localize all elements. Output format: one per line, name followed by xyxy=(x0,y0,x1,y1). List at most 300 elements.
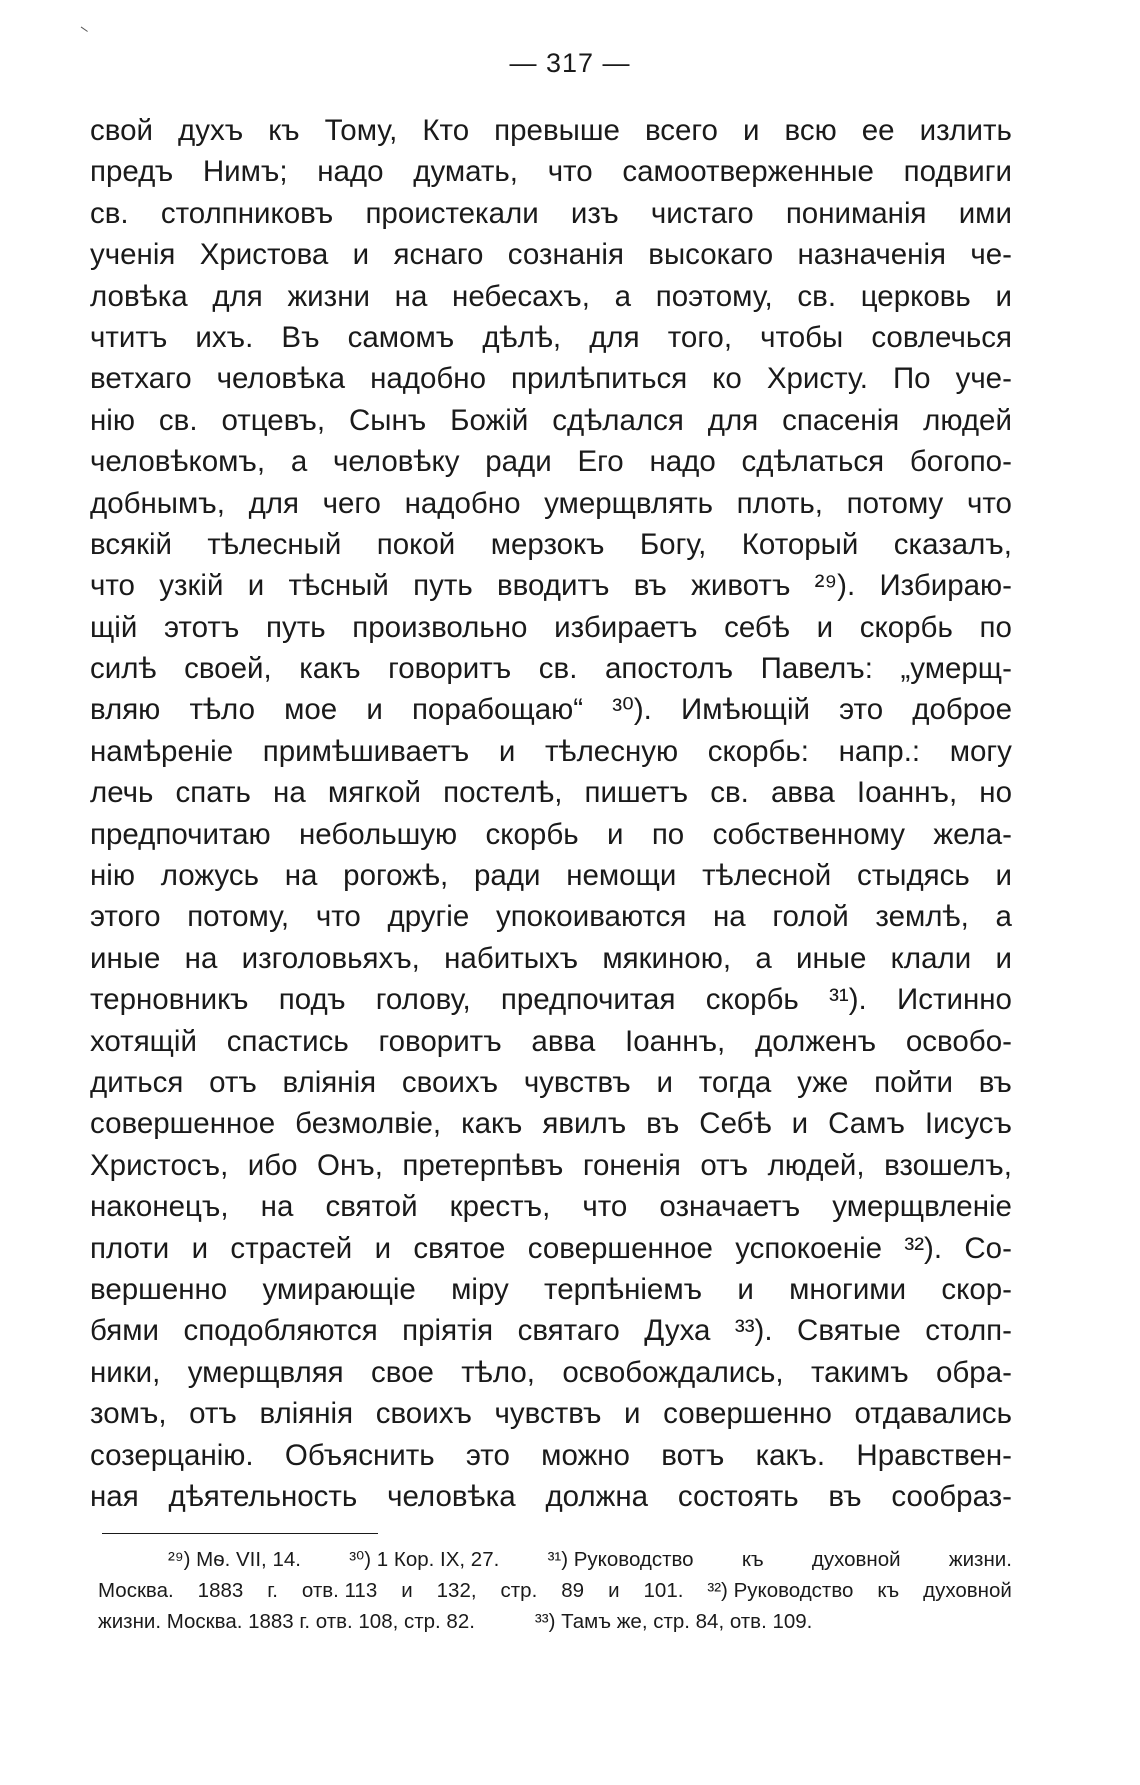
text-line xyxy=(90,1310,1012,1351)
word: какъ. xyxy=(755,1438,826,1472)
word: это xyxy=(465,1438,510,1472)
text-line xyxy=(90,276,1012,317)
word: сообраз- xyxy=(891,1479,1012,1513)
word: на xyxy=(394,279,428,313)
word: узкій xyxy=(159,569,224,603)
word: ²⁹). xyxy=(814,569,856,603)
word: апостолъ xyxy=(604,652,734,686)
word: сподобляются xyxy=(183,1314,378,1348)
word: отцевъ, xyxy=(221,403,326,437)
word: Іисусъ xyxy=(924,1107,1012,1141)
word: стыдясь xyxy=(856,859,970,893)
word: отъ xyxy=(700,1148,749,1182)
text-line xyxy=(90,565,1012,606)
footnote-divider xyxy=(102,1533,378,1534)
word: такимъ xyxy=(810,1355,909,1389)
word: чувствъ xyxy=(523,1065,631,1099)
word: что xyxy=(90,569,135,603)
word: подъ xyxy=(278,983,346,1017)
word: и xyxy=(742,114,760,147)
text-line xyxy=(90,1435,1012,1476)
text-line xyxy=(90,358,1012,399)
word: говоритъ xyxy=(378,1024,502,1058)
word: совлечься xyxy=(871,320,1012,354)
body-text xyxy=(90,110,1012,1517)
word: немощи xyxy=(566,859,677,893)
word: умерщвленіе xyxy=(832,1190,1012,1224)
word: умерщвлять xyxy=(544,486,713,520)
footnote-text: 89 xyxy=(561,1579,585,1602)
word: страстей xyxy=(230,1231,353,1265)
word: Святые xyxy=(797,1314,901,1348)
word: святаго xyxy=(517,1314,620,1348)
word: хотящій xyxy=(90,1024,197,1058)
stray-ink-mark xyxy=(76,27,88,39)
word: какъ xyxy=(461,1107,523,1141)
text-line xyxy=(90,689,1012,730)
word: богопо- xyxy=(909,445,1012,479)
word: для xyxy=(212,279,263,313)
word: Онъ, xyxy=(317,1148,383,1182)
word: терновникъ xyxy=(90,983,249,1017)
word: потому, xyxy=(187,900,290,934)
word: Себѣ xyxy=(699,1107,772,1141)
word: взошелъ, xyxy=(884,1148,1012,1182)
word: тѣлесной xyxy=(702,859,832,893)
word: а xyxy=(755,941,772,975)
word: и xyxy=(498,734,516,768)
word: на xyxy=(284,859,318,893)
text-line xyxy=(90,1062,1012,1103)
word: скорбь xyxy=(859,610,953,644)
word: св. xyxy=(538,652,578,686)
word: чистаго xyxy=(650,196,754,230)
footnote-text: отв. 113 xyxy=(301,1579,378,1602)
word: столп- xyxy=(925,1314,1012,1348)
word: своей, xyxy=(184,652,272,686)
word: прилѣпиться xyxy=(510,362,688,396)
word: освобо- xyxy=(905,1024,1012,1058)
word: и xyxy=(366,693,383,727)
word: ради xyxy=(485,445,552,479)
word: отъ xyxy=(209,1065,257,1099)
word: совершенное xyxy=(90,1107,276,1141)
word: Который xyxy=(741,527,859,561)
word: а xyxy=(614,279,632,313)
word: высокаго xyxy=(648,238,774,272)
word: ³²). xyxy=(904,1231,943,1265)
word: уче- xyxy=(955,362,1012,396)
word: силѣ xyxy=(90,652,157,686)
word: всякій xyxy=(90,527,173,561)
word: безмолвіе, xyxy=(295,1107,442,1141)
word: вершенно xyxy=(90,1272,228,1306)
word: тѣлесный xyxy=(207,527,342,561)
word: вводитъ xyxy=(497,569,610,603)
word: и xyxy=(791,1107,809,1141)
word: доброе xyxy=(912,693,1012,727)
word: чтобы xyxy=(760,320,844,354)
word: человѣка xyxy=(216,362,346,396)
text-line xyxy=(90,1228,1012,1269)
word: явилъ xyxy=(542,1107,627,1141)
footnote-text: къ xyxy=(741,1548,764,1571)
word: совершенно xyxy=(663,1397,832,1431)
footnote-text: къ xyxy=(877,1579,900,1602)
word: иные xyxy=(90,941,161,975)
word: чего xyxy=(322,486,381,520)
word: мое xyxy=(284,693,338,727)
text-line xyxy=(90,938,1012,979)
word: св. xyxy=(710,776,749,810)
word: должна xyxy=(545,1479,649,1513)
word: „умерщ- xyxy=(900,652,1012,686)
word: изъ xyxy=(570,196,619,230)
word: на xyxy=(184,941,218,975)
footnote-text: ³³) Тамъ же, стр. 84, отв. 109. xyxy=(534,1610,813,1633)
word: людей, xyxy=(767,1148,865,1182)
footnote-text: духовной xyxy=(923,1579,1012,1602)
word: спасенія xyxy=(782,403,900,437)
word: порабощаю“ xyxy=(411,693,584,727)
word: и xyxy=(624,1397,641,1431)
word: Избираю- xyxy=(879,569,1012,603)
word: Въ xyxy=(281,320,320,354)
word: и xyxy=(737,1272,754,1306)
word: себѣ xyxy=(724,610,790,644)
word: человѣку xyxy=(332,445,460,479)
footnote-text: ³⁰) 1 Кор. IX, 27. xyxy=(349,1548,500,1571)
text-line xyxy=(90,400,1012,441)
word: предпочитая xyxy=(500,983,676,1017)
footnote-line xyxy=(98,1575,1012,1606)
word: напр.: xyxy=(838,734,921,768)
word: собственному xyxy=(712,817,905,851)
footnote-text: г. xyxy=(267,1579,278,1602)
word: намѣреніе xyxy=(90,734,234,768)
word: произвольно xyxy=(352,610,528,644)
word: спать xyxy=(175,776,251,810)
word: пріятія xyxy=(402,1314,494,1348)
word: поэтому, xyxy=(655,279,773,313)
word: и xyxy=(995,941,1012,975)
word: ловѣка xyxy=(90,279,188,313)
word: св. xyxy=(797,279,837,313)
word: св. xyxy=(90,196,129,230)
word: ибо xyxy=(247,1148,298,1182)
word: вляю xyxy=(90,693,161,727)
text-line xyxy=(90,979,1012,1020)
word: и xyxy=(606,817,624,851)
word: ученія xyxy=(90,238,176,272)
word: яснаго xyxy=(393,238,484,272)
word: въ xyxy=(978,1065,1012,1099)
word: наконецъ, xyxy=(90,1190,229,1224)
word: всю xyxy=(784,114,837,147)
word: сознанія xyxy=(507,238,624,272)
word: рогожѣ, xyxy=(343,859,449,893)
word: вотъ xyxy=(661,1438,725,1472)
word: въ xyxy=(828,1479,862,1513)
word: тѣло xyxy=(189,693,255,727)
word: духъ xyxy=(178,114,244,147)
word: Христова xyxy=(199,238,329,272)
word: плоть, xyxy=(736,486,823,520)
text-line xyxy=(90,524,1012,565)
word: для xyxy=(707,403,759,437)
word: пойти xyxy=(874,1065,953,1099)
word: добнымъ, xyxy=(90,486,225,520)
word: подвиги xyxy=(903,155,1012,189)
word: того, xyxy=(667,320,733,354)
word: вліянія xyxy=(259,1397,354,1431)
word: ³³). xyxy=(734,1314,773,1348)
word: тогда xyxy=(698,1065,772,1099)
word: говоритъ xyxy=(388,652,512,686)
word: щій xyxy=(90,610,138,644)
footnote-text: и xyxy=(401,1579,413,1602)
word: тѣло, xyxy=(461,1355,535,1389)
word: предъ xyxy=(90,155,174,189)
word: міру xyxy=(451,1272,509,1306)
word: терпѣніемъ xyxy=(544,1272,703,1306)
word: отдавались xyxy=(854,1397,1012,1431)
word: Духа xyxy=(644,1314,711,1348)
word: Имѣющій xyxy=(681,693,810,727)
footnote-line xyxy=(98,1544,1012,1575)
word: Самъ xyxy=(828,1107,905,1141)
footnote-text: Москва. xyxy=(98,1579,174,1602)
word: жизни xyxy=(287,279,370,313)
word: авва xyxy=(531,1024,596,1058)
word: по xyxy=(651,817,685,851)
word: небольшую xyxy=(299,817,458,851)
word: надо xyxy=(317,155,384,189)
word: что xyxy=(315,900,361,934)
word: человѣка xyxy=(387,1479,516,1513)
word: думать, xyxy=(413,155,518,189)
text-line xyxy=(90,855,1012,896)
word: Іоаннъ, xyxy=(856,776,958,810)
word: какъ xyxy=(299,652,361,686)
word: клали xyxy=(890,941,972,975)
word: Христу. xyxy=(766,362,868,396)
text-line xyxy=(90,814,1012,855)
word: совершенное xyxy=(527,1231,713,1265)
word: изголовьяхъ, xyxy=(241,941,420,975)
word: для xyxy=(589,320,640,354)
text-line xyxy=(90,1186,1012,1227)
word: Божій xyxy=(450,403,529,437)
word: предпочитаю xyxy=(90,817,271,851)
word: постелѣ, xyxy=(443,776,563,810)
word: претерпѣвъ xyxy=(402,1148,564,1182)
word: землѣ, xyxy=(875,900,969,934)
word: созерцанію. xyxy=(90,1438,254,1472)
word: нію xyxy=(90,403,135,437)
word: иные xyxy=(796,941,867,975)
word: Нимъ; xyxy=(202,155,288,189)
word: въ xyxy=(646,1107,680,1141)
word: мякиною, xyxy=(602,941,732,975)
text-line xyxy=(90,234,1012,275)
word: Богу, xyxy=(639,527,707,561)
word: плоти xyxy=(90,1231,170,1265)
word: жела- xyxy=(933,817,1012,851)
word: умирающіе xyxy=(262,1272,416,1306)
word: ная xyxy=(90,1479,139,1513)
word: надо xyxy=(649,445,716,479)
word: ихъ. xyxy=(195,320,254,354)
footnote-text: стр. xyxy=(500,1579,538,1602)
word: что xyxy=(582,1190,628,1224)
word: Тому, xyxy=(324,114,398,147)
word: на xyxy=(713,900,746,934)
text-line xyxy=(90,1103,1012,1144)
page-number: — 317 — xyxy=(509,48,631,78)
word: и xyxy=(816,610,834,644)
word: тѣлесную xyxy=(544,734,679,768)
word: могу xyxy=(949,734,1012,768)
footnote-text: духовной xyxy=(811,1548,901,1571)
word: гоненія xyxy=(582,1148,681,1182)
word: Истинно xyxy=(897,983,1012,1017)
word: скор- xyxy=(941,1272,1012,1306)
word: долженъ xyxy=(755,1024,877,1058)
word: надобно xyxy=(370,362,486,396)
word: святой xyxy=(325,1190,418,1224)
word: ко xyxy=(712,362,742,396)
text-line xyxy=(90,1269,1012,1310)
word: своихъ xyxy=(401,1065,499,1099)
word: состоять xyxy=(677,1479,799,1513)
footnote-text: 132, xyxy=(436,1579,477,1602)
word: это xyxy=(839,693,884,727)
text-line xyxy=(90,1021,1012,1062)
text-line xyxy=(90,1352,1012,1393)
word: людей xyxy=(923,403,1012,437)
footnote-text: жизни. xyxy=(948,1548,1012,1571)
word: Нравствен- xyxy=(856,1438,1012,1472)
text-line xyxy=(90,648,1012,689)
word: упокоиваются xyxy=(495,900,687,934)
word: зомъ, xyxy=(90,1397,167,1431)
footnote-text: 101. xyxy=(643,1579,684,1602)
word: проистекали xyxy=(365,196,539,230)
word: для xyxy=(248,486,299,520)
word: Христосъ, xyxy=(90,1148,229,1182)
word: этого xyxy=(90,900,161,934)
word: тѣсный xyxy=(288,569,389,603)
text-line xyxy=(90,483,1012,524)
word: животъ xyxy=(691,569,791,603)
word: означаетъ xyxy=(659,1190,801,1224)
word: набитыхъ xyxy=(444,941,579,975)
footnote-text: 1883 xyxy=(197,1579,244,1602)
word: дѣятельность xyxy=(168,1479,358,1513)
word: и xyxy=(656,1065,673,1099)
word: что xyxy=(966,486,1012,520)
word: другіе xyxy=(387,900,470,934)
word: путь xyxy=(265,610,326,644)
word: покой xyxy=(376,527,456,561)
footnote-line xyxy=(98,1606,1012,1637)
word: свое xyxy=(371,1355,434,1389)
word: По xyxy=(892,362,931,396)
text-line xyxy=(90,1476,1012,1517)
word: превыше xyxy=(494,114,620,147)
word: можно xyxy=(541,1438,630,1472)
word: Его xyxy=(577,445,624,479)
text-line xyxy=(90,731,1012,772)
word: къ xyxy=(268,114,300,147)
word: и xyxy=(995,859,1012,893)
word: уже xyxy=(797,1065,849,1099)
word: путь xyxy=(413,569,473,603)
word: пишетъ xyxy=(584,776,689,810)
word: пониманія xyxy=(785,196,927,230)
word: многими xyxy=(789,1272,907,1306)
word: Сынъ xyxy=(348,403,427,437)
word: на xyxy=(273,776,306,810)
word: но xyxy=(979,776,1012,810)
word: свой xyxy=(90,114,153,147)
word: Павелъ: xyxy=(760,652,873,686)
text-line xyxy=(90,441,1012,482)
text-line xyxy=(90,607,1012,648)
word: надобно xyxy=(404,486,521,520)
word: человѣкомъ, xyxy=(90,445,266,479)
word: вліянія xyxy=(282,1065,377,1099)
word: голой xyxy=(772,900,849,934)
word: диться xyxy=(90,1065,184,1099)
word: и xyxy=(191,1231,209,1265)
word: голову, xyxy=(375,983,471,1017)
word: въ xyxy=(633,569,667,603)
word: мягкой xyxy=(327,776,422,810)
word: Іоаннъ, xyxy=(625,1024,726,1058)
word: бями xyxy=(90,1314,159,1348)
word: обра- xyxy=(935,1355,1012,1389)
footnote-text: и xyxy=(608,1579,620,1602)
word: чтитъ xyxy=(90,320,168,354)
word: излить xyxy=(919,114,1012,147)
word: ее xyxy=(861,114,895,147)
word: лечь xyxy=(90,776,154,810)
word: успокоеніе xyxy=(735,1231,883,1265)
text-line xyxy=(90,317,1012,358)
word: и xyxy=(247,569,265,603)
word: крестъ, xyxy=(449,1190,551,1224)
word: а xyxy=(290,445,308,479)
word: и xyxy=(995,279,1012,313)
word: нію xyxy=(90,859,135,893)
word: этотъ xyxy=(164,610,240,644)
word: отъ xyxy=(189,1397,237,1431)
word: назначенія xyxy=(797,238,947,272)
word: а xyxy=(995,900,1012,934)
word: ими xyxy=(958,196,1012,230)
word: Объяснить xyxy=(284,1438,435,1472)
word: мерзокъ xyxy=(490,527,605,561)
text-line xyxy=(90,110,1012,151)
word: чувствъ xyxy=(494,1397,602,1431)
word: Со- xyxy=(964,1231,1012,1265)
word: всего xyxy=(644,114,718,147)
text-line xyxy=(90,772,1012,813)
word: скорбь xyxy=(705,983,799,1017)
word: ветхаго xyxy=(90,362,192,396)
